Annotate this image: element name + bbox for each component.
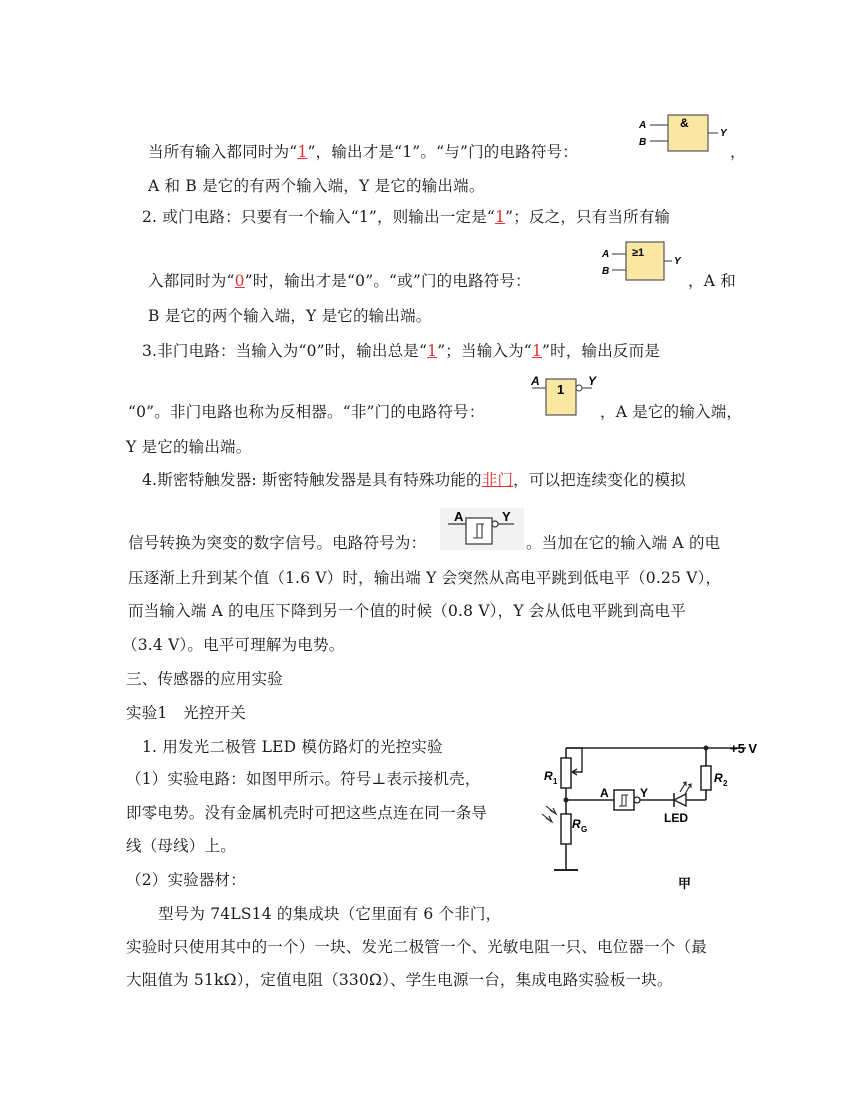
text-line: ，A 是它的输入端， — [600, 403, 743, 421]
text-line: B 是它的两个输入端，Y 是它的输出端。 — [148, 307, 432, 325]
svg-text:R: R — [544, 769, 553, 783]
text-line: 。当加在它的输入端 A 的电 — [526, 534, 721, 552]
or-sign: ≥1 — [632, 247, 645, 259]
text-line: 信号转换为突变的数字信号。电路符号为： — [128, 534, 427, 552]
subsection-heading: 实验1 光控开关 — [126, 704, 246, 722]
or-in-a-label: A — [602, 249, 610, 260]
svg-text:Y: Y — [640, 786, 649, 800]
text-line: （2）实验器材： — [126, 871, 246, 889]
schmitt-gate — [614, 790, 634, 810]
text-line: ，A 和 — [688, 272, 736, 290]
text-line: 2. 或门电路：只要有一个输入“1”，则输出一定是“1”；反之，只有当所有输 — [142, 208, 671, 226]
circuit-diagram — [520, 736, 774, 898]
and-out-label: Y — [720, 128, 727, 139]
potentiometer-r1 — [561, 758, 571, 788]
or-out-label: Y — [674, 256, 681, 267]
light-arrow-icon — [542, 814, 552, 822]
light-arrow-icon — [546, 806, 556, 814]
text-line: 入都同时为“0”时，输出才是“0”。“或”门的电路符号： — [148, 272, 531, 290]
figure-caption: 甲 — [678, 876, 692, 891]
text-line: ， — [730, 143, 746, 161]
and-gate-symbol — [636, 114, 728, 156]
not-sign: 1 — [557, 382, 565, 397]
section-heading: 三、传感器的应用实验 — [126, 670, 284, 688]
text-line: 大阻值为 51kΩ），定值电阻（330Ω）、学生电源一台，集成电路实验板一块。 — [126, 971, 673, 989]
and-sign: & — [680, 116, 689, 130]
schmitt-in-label: A — [454, 509, 464, 524]
text-line: 而当输入端 A 的电压下降到另一个值的时候（0.8 V），Y 会从低电平跳到高电平 — [128, 602, 686, 620]
schmitt-box — [466, 518, 492, 544]
svg-text:R: R — [714, 771, 723, 785]
and-in-a-label: A — [639, 120, 647, 131]
text-line: 压逐渐上升到某个值（1.6 V）时，输出端 Y 会突然从高电平跳到低电平（0.25 V）， — [128, 569, 722, 587]
schmitt-out-label: Y — [502, 509, 511, 524]
text-line: （3.4 V）。电平可理解为电势。 — [122, 636, 345, 654]
svg-text:G: G — [581, 825, 588, 834]
text-line: 3.非门电路：当输入为“0”时，输出总是“1”；当输入为“1”时，输出反而是 — [142, 342, 661, 360]
text-line: 型号为 74LS14 的集成块（它里面有 6 个非门， — [158, 905, 502, 923]
svg-text:R: R — [572, 817, 581, 831]
schmitt-trigger-symbol — [440, 508, 524, 550]
answer-blank: 0 — [234, 272, 245, 290]
svg-text:LED: LED — [664, 811, 688, 825]
resistor-r2 — [701, 766, 711, 790]
answer-blank: 1 — [297, 143, 308, 161]
text-line: 线（母线）上。 — [126, 837, 236, 855]
not-out-label: Y — [588, 376, 597, 388]
svg-text:1: 1 — [553, 777, 558, 786]
answer-blank: 1 — [427, 342, 438, 360]
text-line: “0”。非门电路也称为反相器。“非”门的电路符号： — [128, 403, 485, 421]
answer-blank: 非门 — [481, 471, 514, 489]
supply-label: +5 V — [730, 741, 758, 756]
answer-blank: 1 — [495, 208, 506, 226]
text-line: 1. 用发光二极管 LED 模仿路灯的光控实验 — [142, 738, 443, 756]
answer-blank: 1 — [531, 342, 542, 360]
text-line: Y 是它的输出端。 — [126, 438, 252, 456]
or-gate-symbol — [598, 240, 690, 284]
photoresistor-rg — [561, 814, 571, 844]
text-line: A 和 B 是它的有两个输入端，Y 是它的输出端。 — [148, 177, 485, 195]
or-in-b-label: B — [602, 266, 610, 277]
text-line: 实验时只使用其中的一个）一块、发光二极管一个、光敏电阻一只、电位器一个（最 — [126, 938, 707, 956]
svg-text:2: 2 — [723, 779, 728, 788]
svg-text:A: A — [600, 786, 609, 800]
and-in-b-label: B — [639, 137, 647, 148]
led-icon — [674, 794, 686, 806]
not-in-label: A — [531, 376, 540, 388]
text-line: 4.斯密特触发器: 斯密特触发器是具有特殊功能的非门，可以把连续变化的模拟 — [142, 471, 686, 489]
text-line: 即零电势。没有金属机壳时可把这些点连在同一条导 — [126, 804, 488, 822]
text-line: 当所有输入都同时为“1”，输出才是“1”。“与”门的电路符号： — [148, 143, 578, 161]
text-line: （1）实验电路：如图甲所示。符号⊥表示接机壳， — [126, 770, 481, 788]
